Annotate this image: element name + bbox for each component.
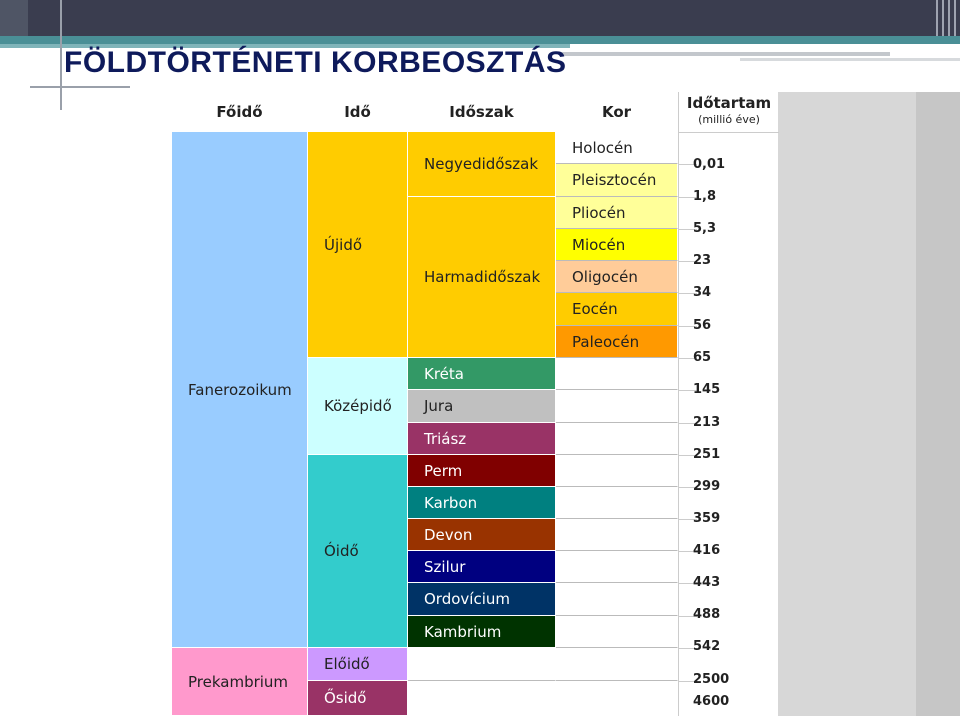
ido-ujido: Újidő — [308, 132, 408, 358]
idoszak-negyedidoszak: Negyedidőszak — [408, 132, 556, 197]
kor-blank-triasz — [556, 423, 678, 455]
foido-prekambrium: Prekambrium — [172, 648, 308, 716]
kor-blank-osido — [556, 681, 678, 716]
kor-holocen: Holocén — [556, 132, 678, 164]
idoszak-szilur: Szilur — [408, 551, 556, 583]
duration-value: 416 — [693, 543, 721, 558]
idoszak-kambrium: Kambrium — [408, 616, 556, 648]
idoszak-prekambrium-blank-1 — [408, 648, 556, 681]
geologic-time-table — [172, 92, 778, 716]
header-foido: Főidő — [172, 92, 308, 132]
slide-horizontal-rule — [30, 86, 130, 88]
slide-grey-line — [560, 52, 890, 56]
header-idotartam — [679, 92, 779, 132]
header-idotartam-unit: (millió éve) — [698, 113, 760, 126]
idoszak-devon: Devon — [408, 519, 556, 551]
duration-value: 4600 — [693, 694, 730, 709]
duration-value: 65 — [693, 350, 712, 365]
duration-value: 359 — [693, 511, 721, 526]
kor-blank-jura — [556, 390, 678, 423]
kor-miocen: Miocén — [556, 229, 678, 261]
idoszak-triasz: Triász — [408, 423, 556, 455]
duration-value: 0,01 — [693, 157, 726, 172]
kor-blank-devon — [556, 519, 678, 551]
idoszak-karbon: Karbon — [408, 487, 556, 519]
kor-blank-kambrium — [556, 616, 678, 648]
ido-eloido: Előidő — [308, 648, 408, 681]
idoszak-harmadidoszak: Harmadidőszak — [408, 197, 556, 358]
kor-paleocen: Paleocén — [556, 326, 678, 358]
duration-value: 5,3 — [693, 221, 717, 236]
kor-pleisztocen: Pleisztocén — [556, 164, 678, 197]
slide-teal-bar — [0, 36, 960, 44]
kor-eocen: Eocén — [556, 293, 678, 326]
header-idoszak: Időszak — [408, 92, 556, 132]
kor-oligocen: Oligocén — [556, 261, 678, 293]
left-margin-panel — [150, 92, 172, 716]
header-idotartam-label: Időtartam — [686, 94, 772, 112]
idoszak-ordovicium: Ordovícium — [408, 583, 556, 616]
right-grey-panel — [776, 92, 960, 716]
idoszak-jura: Jura — [408, 390, 556, 423]
kor-pliocen: Pliocén — [556, 197, 678, 229]
duration-column — [678, 92, 778, 716]
slide-title: FÖLDTÖRTÉNETI KORBEOSZTÁS — [64, 46, 567, 79]
duration-value: 23 — [693, 253, 712, 268]
duration-value: 34 — [693, 285, 712, 300]
ido-osido: Ősidő — [308, 681, 408, 716]
kor-blank-kreta — [556, 358, 678, 390]
duration-value: 2500 — [693, 672, 730, 687]
kor-blank-szilur — [556, 551, 678, 583]
slide-grey-line-thin — [740, 58, 960, 61]
duration-value: 213 — [693, 415, 721, 430]
kor-blank-karbon — [556, 487, 678, 519]
ido-kozepido: Középidő — [308, 358, 408, 455]
header-kor: Kor — [556, 92, 678, 132]
slide-top-bar — [0, 0, 960, 36]
duration-value: 488 — [693, 607, 721, 622]
idoszak-kreta: Kréta — [408, 358, 556, 390]
duration-value: 299 — [693, 479, 721, 494]
duration-value: 251 — [693, 447, 721, 462]
header-ido: Idő — [308, 92, 408, 132]
duration-value: 145 — [693, 382, 721, 397]
ido-oido: Óidő — [308, 455, 408, 648]
kor-blank-perm — [556, 455, 678, 487]
idoszak-prekambrium-blank-2 — [408, 681, 556, 716]
kor-blank-ordovicium — [556, 583, 678, 616]
duration-value: 56 — [693, 318, 712, 333]
duration-value: 542 — [693, 639, 721, 654]
idoszak-perm: Perm — [408, 455, 556, 487]
kor-blank-eloido — [556, 648, 678, 681]
duration-value: 1,8 — [693, 189, 717, 204]
slide-vertical-rule — [60, 0, 62, 110]
foido-fanerozoikum: Fanerozoikum — [172, 132, 308, 648]
duration-value: 443 — [693, 575, 721, 590]
